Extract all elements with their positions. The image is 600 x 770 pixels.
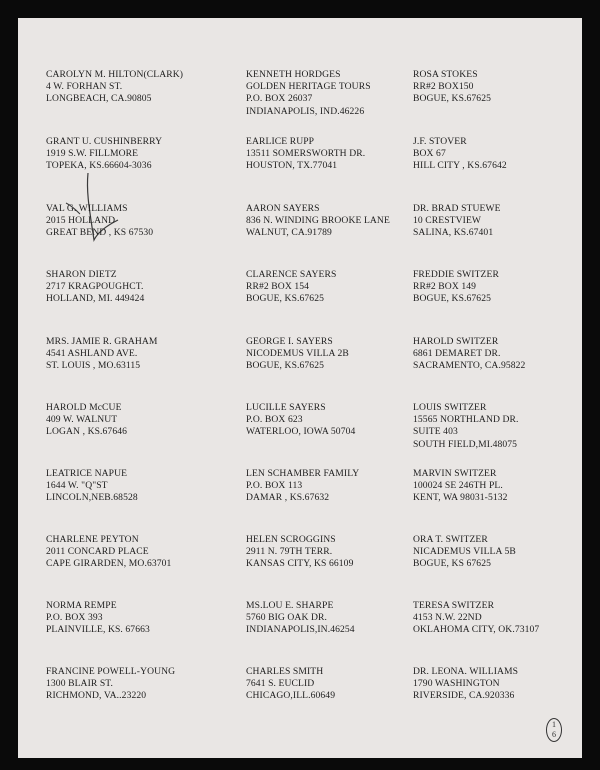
entry-address-line: HOLLAND, MI. 449424 [46,293,145,305]
entry-address-line: 2015 HOLLAND [46,215,116,227]
entry-name: TERESA SWITZER [413,600,495,611]
address-entry [413,203,501,240]
entry-address-line: RR#2 BOX 154 [246,281,310,293]
address-entry [246,269,336,306]
entry-address-line: NICADEMUS VILLA 5B [413,546,516,558]
entry-address-line: CHICAGO,ILL.60649 [246,690,336,702]
entry-name: CAROLYN M. HILTON(CLARK) [46,69,184,80]
entry-address-line: P.O. BOX 113 [246,480,303,492]
entry-address-line: GOLDEN HERITAGE TOURS [246,81,371,93]
entry-name: KENNETH HORDGES [246,69,341,80]
entry-address-line: 2717 KRAGPOUGHCT. [46,281,144,293]
address-entry [46,468,138,505]
entry-address-line: 2011 CONCARD PLACE [46,546,149,558]
entry-address-line: RIVERSIDE, CA.920336 [413,690,515,702]
entry-address-line: 6861 DEMARET DR. [413,348,501,360]
entry-address-line: NICODEMUS VILLA 2B [246,348,349,360]
entry-address-line: SOUTH FIELD,MI.48075 [413,438,518,450]
page-number-top: 1 [552,720,556,729]
address-entry [246,666,335,703]
entry-name: MRS. JAMIE R. GRAHAM [46,336,158,347]
address-entry [246,468,359,505]
address-entry [413,468,508,505]
entry-name: MARVIN SWITZER [413,468,497,479]
entry-address-line: 13511 SOMERSWORTH DR. [246,148,366,160]
address-entry [246,336,349,373]
address-entry [246,600,355,637]
entry-name: LEN SCHAMBER FAMILY [246,468,360,479]
address-entry [413,136,507,173]
entry-address-line: PLAINVILLE, KS. 67663 [46,624,150,636]
entry-name: LOUIS SWITZER [413,402,487,413]
entry-address-line: BOGUE, KS.67625 [246,293,324,305]
entry-address-line: 409 W. WALNUT [46,414,118,426]
entry-address-line: 4153 N.W. 22ND [413,612,482,624]
entry-name: CHARLENE PEYTON [46,534,139,545]
address-list-page [18,18,582,758]
entry-name: GEORGE I. SAYERS [246,336,333,347]
entry-name: HELEN SCROGGINS [246,534,336,545]
page-number-bottom: 6 [552,730,556,739]
entry-address-line: BOGUE, KS.67625 [246,360,324,372]
entry-name: FRANCINE POWELL-YOUNG [46,666,176,677]
entry-address-line: CAPE GIRARDEN, MO.63701 [46,558,172,570]
address-entry [413,666,518,703]
address-entry [46,69,183,106]
entry-address-line: 7641 S. EUCLID [246,678,315,690]
address-entry [413,69,491,106]
address-entry [46,402,127,439]
entry-address-line: INDIANAPOLIS,IN.46254 [246,624,355,636]
entry-name: ROSA STOKES [413,69,478,80]
entry-name: EARLICE RUPP [246,136,315,147]
entry-address-line: KENT, WA 98031-5132 [413,492,508,504]
entry-name: CHARLES SMITH [246,666,324,677]
entry-address-line: 100024 SE 246TH PL. [413,480,503,492]
entry-address-line: BOGUE, KS.67625 [413,93,491,105]
entry-address-line: 2911 N. 79TH TERR. [246,546,333,558]
entry-name: NORMA REMPE [46,600,117,611]
entry-address-line: DAMAR , KS.67632 [246,492,330,504]
address-entry [413,269,499,306]
entry-address-line: 4541 ASHLAND AVE. [46,348,138,360]
entry-name: J.F. STOVER [413,136,467,147]
entry-address-line: 836 N. WINDING BROOKE LANE [246,215,390,227]
address-entry [46,203,153,240]
address-entry [413,336,525,373]
entry-name: LEATRICE NAPUE [46,468,128,479]
address-entry [413,402,519,451]
address-entry [46,600,150,637]
address-entry [46,534,171,571]
entry-address-line: LINCOLN,NEB.68528 [46,492,138,504]
page-number-mark [546,718,562,742]
entry-address-line: GREAT BEND , KS 67530 [46,227,154,239]
entry-name: AARON SAYERS [246,203,320,214]
entry-address-line: RICHMOND, VA..23220 [46,690,147,702]
address-entry [46,269,144,306]
address-entry [46,336,158,373]
entry-name: ORA T. SWITZER [413,534,488,545]
entry-address-line: TOPEKA, KS.66604-3036 [46,160,152,172]
entry-address-line: LONGBEACH, CA.90805 [46,93,152,105]
entry-address-line: WALNUT, CA.91789 [246,227,332,239]
entry-address-line: LOGAN , KS.67646 [46,426,128,438]
address-entry [246,402,355,439]
entry-address-line: WATERLOO, IOWA 50704 [246,426,356,438]
address-entry [246,69,371,118]
address-entry [246,203,390,240]
entry-address-line: P.O. BOX 26037 [246,93,313,105]
entry-address-line: BOX 67 [413,148,446,160]
entry-name: MS.LOU E. SHARPE [246,600,334,611]
entry-name: SHARON DIETZ [46,269,117,280]
entry-name: VAL G. WILLIAMS [46,203,128,214]
entry-name: DR. BRAD STUEWE [413,203,501,214]
entry-name: HAROLD SWITZER [413,336,499,347]
entry-address-line: 15565 NORTHLAND DR. [413,414,519,426]
entry-address-line: 10 CRESTVIEW [413,215,482,227]
address-entry [246,534,353,571]
address-entry [46,136,162,173]
entry-name: HAROLD McCUE [46,402,122,413]
entry-address-line: SALINA, KS.67401 [413,227,494,239]
entry-address-line: P.O. BOX 623 [246,414,303,426]
entry-address-line: HOUSTON, TX.77041 [246,160,338,172]
entry-address-line: INDIANAPOLIS, IND.46226 [246,105,365,117]
entry-name: DR. LEONA. WILLIAMS [413,666,519,677]
entry-name: LUCILLE SAYERS [246,402,326,413]
entry-address-line: SACRAMENTO, CA.95822 [413,360,526,372]
entry-address-line: 1644 W. "Q"ST [46,480,108,492]
entry-address-line: RR#2 BOX 149 [413,281,477,293]
entry-address-line: 1919 S.W. FILLMORE [46,148,139,160]
entry-name: GRANT U. CUSHINBERRY [46,136,163,147]
entry-address-line: HILL CITY , KS.67642 [413,160,507,172]
entry-name: CLARENCE SAYERS [246,269,337,280]
entry-address-line: KANSAS CITY, KS 66109 [246,558,354,570]
address-entry [413,600,539,637]
entry-address-line: 4 W. FORHAN ST. [46,81,123,93]
address-entry [46,666,175,703]
address-entry [246,136,365,173]
entry-address-line: P.O. BOX 393 [46,612,103,624]
address-entry [413,534,516,571]
entry-address-line: RR#2 BOX150 [413,81,474,93]
entry-address-line: 1300 BLAIR ST. [46,678,114,690]
entry-address-line: OKLAHOMA CITY, OK.73107 [413,624,540,636]
entry-address-line: 5760 BIG OAK DR. [246,612,328,624]
entry-address-line: BOGUE, KS.67625 [413,293,491,305]
entry-address-line: ST. LOUIS , MO.63115 [46,360,141,372]
entry-address-line: BOGUE, KS 67625 [413,558,491,570]
entry-address-line: SUITE 403 [413,426,458,438]
entry-name: FREDDIE SWITZER [413,269,499,280]
entry-address-line: 1790 WASHINGTON [413,678,500,690]
